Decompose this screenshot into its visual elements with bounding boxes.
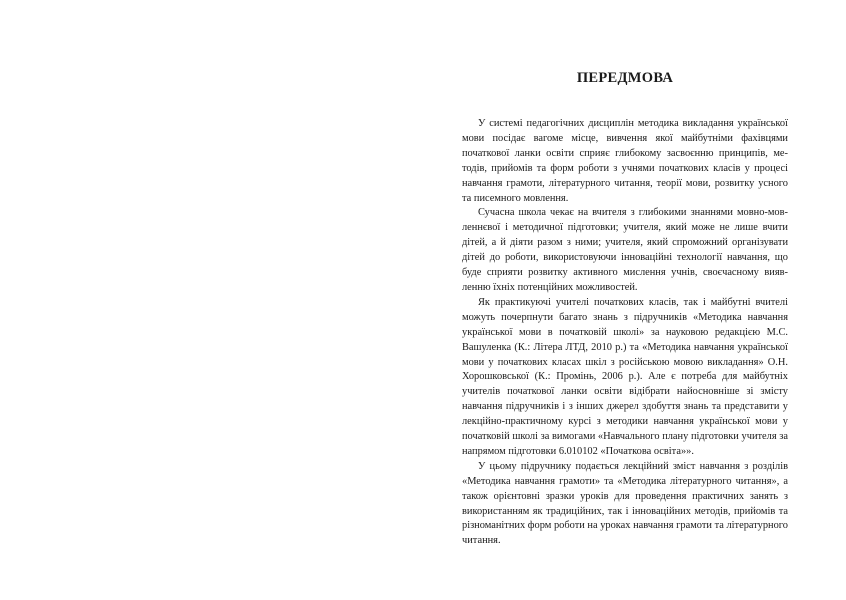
page-title: ПЕРЕДМОВА	[576, 70, 674, 86]
paragraph-3: Як практикуючі учителі початкових класів, так і майбутні вчителі можуть почерпнути багато знань з підручників «Методика навчання української мови в початковій школі» за науковою редакцією М.С. Вашуленка (К.: Літера ЛТД, 2010 р.) та «Методика навчання української мови у початкових класах шкіл з російською мовою викладання» О.Н. Хорошковської (К.: Промінь, 2006 р.). Але є потреба для майбутніх учителів початкової ланки освіти відібрати найосновніше зі змісту навчання підручників і з інших джерел здобуття знань та представити у лекційно-практичному курсі з методики навчання української мови у початковій школі за вимогами «Навчального плану підготовки учителя за напрямом підготовки 6.010102 «Початкова освіта»».	[462, 296, 788, 457]
paragraph-1: У системі педагогічних дисциплін методика викладання української мови посідає вагоме місце, вивчення якої майбутніми фахівцями початкової ланки освіти сприяє глибокому засвоєнню принципів, методів, прийомів та форм роботи з учнями початкових класів у процесі навчання грамоти, літературного читання, теорії мови, розвитку усного та писемного мовлення.	[462, 118, 788, 204]
preface-section	[462, 70, 788, 549]
paragraph-4: У цьому підручнику подається лекційний зміст навчання з розділів «Методика навчання грамоти» та «Методика літературного читання», а також орієнтовні зразки уроків для проведення практичних занять з використанням як традиційних, так і інноваційних методів, прийомів та різноманітних форм роботи на уроках навчання грамоти та літературного читання.	[462, 460, 788, 547]
paragraph-2: Сучасна школа чекає на вчителя з глибокими знаннями мовно-мовленнєвої і методичної підготовки; учителя, який може не лише вчити дітей, а й діяти разом з ними; учителя, який спроможний організувати дітей до роботи, використовуючи інноваційні технології навчання, що буде сприяти розвитку активного мислення учнів, своєчасному виявленню їхніх потенційних можливостей.	[462, 207, 788, 293]
